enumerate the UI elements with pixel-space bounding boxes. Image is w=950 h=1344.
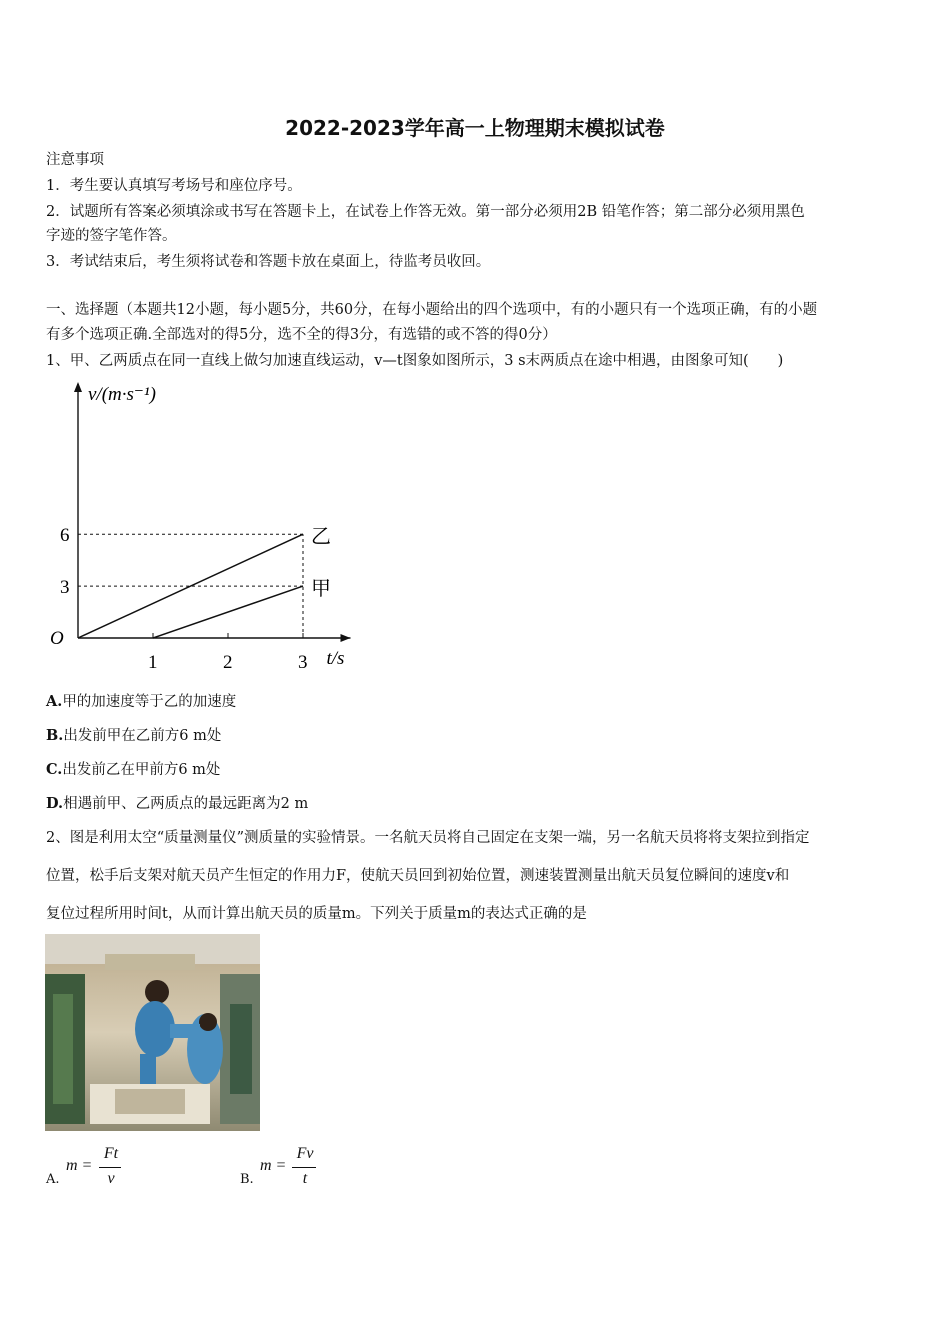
q2-option-b-lhs: m =	[260, 1157, 287, 1174]
series-label: 乙	[311, 526, 331, 549]
notice-item: 1．考生要认真填写考场号和座位序号。	[46, 178, 302, 194]
series-line	[78, 534, 303, 638]
vt-chart	[40, 376, 370, 676]
section-intro: 有多个选项正确.全部选对的得5分，选不全的得3分，有选错的或不答的得0分）	[46, 327, 557, 343]
fraction-bar	[292, 1167, 316, 1168]
option-letter: C.	[46, 761, 63, 778]
section-intro: 一、选择题（本题共12小题，每小题5分，共60分，在每小题给出的四个选项中，有的小题只有一个选项正确，有的小题	[46, 302, 818, 318]
question-2-stem: 2、图是利用太空“质量测量仪”测质量的实验情景。一名航天员将自己固定在支架一端，另一名航天员将将支架拉到指定	[46, 830, 810, 846]
x-axis-arrow	[341, 634, 351, 642]
option-letter: B.	[46, 727, 64, 744]
notice-item: 字迹的签字笔作答。	[46, 228, 177, 244]
option-text: 甲的加速度等于乙的加速度	[62, 694, 237, 710]
option-text: 相遇前甲、乙两质点的最远距离为2 m	[63, 796, 309, 812]
option-text: 出发前甲在乙前方6 m处	[63, 728, 222, 744]
y-tick-label: 6	[60, 525, 70, 547]
astronaut-photo	[45, 934, 260, 1131]
q1-option-d[interactable]	[46, 794, 906, 814]
series-label: 甲	[311, 578, 331, 601]
q2-option-b-letter[interactable]: B.	[240, 1172, 254, 1187]
q2-option-a-letter[interactable]: A.	[46, 1172, 60, 1187]
fraction-bar	[99, 1167, 121, 1168]
q1-option-c[interactable]	[46, 760, 906, 780]
option-letter: A.	[46, 693, 63, 710]
x-axis-label: t/s	[326, 648, 345, 669]
origin-label: O	[50, 628, 64, 649]
q1-option-b[interactable]	[46, 726, 906, 746]
option-letter: D.	[46, 795, 64, 812]
y-tick-label: 3	[60, 577, 70, 599]
y-axis-arrow	[74, 382, 82, 392]
q2-option-a-denominator: v	[107, 1170, 115, 1187]
q2-option-a-numerator: Ft	[103, 1145, 119, 1162]
question-2-stem: 复位过程所用时间t，从而计算出航天员的质量m。下列关于质量m的表达式正确的是	[46, 906, 587, 922]
page-title: 2022-2023学年高一上物理期末模拟试卷	[285, 116, 665, 140]
q2-option-b-numerator: Fv	[296, 1145, 314, 1162]
notice-item: 3．考试结束后，考生须将试卷和答题卡放在桌面上，待监考员收回。	[46, 254, 491, 270]
y-axis-label: v/(m·s⁻¹)	[88, 384, 156, 405]
q2-option-a-lhs: m =	[66, 1157, 93, 1174]
q1-option-a[interactable]	[46, 692, 906, 712]
x-tick-label: 3	[298, 652, 308, 673]
question-1-stem: 1、甲、乙两质点在同一直线上做匀加速直线运动，v—t图象如图所示，3 s末两质点在途中相遇，由图象可知( )	[46, 353, 784, 369]
question-2-stem: 位置，松手后支架对航天员产生恒定的作用力F，使航天员回到初始位置，测速装置测量出航天员复位瞬间的速度v和	[46, 868, 790, 884]
x-tick-label: 2	[223, 652, 233, 673]
series-line	[153, 586, 303, 638]
option-text: 出发前乙在甲前方6 m处	[62, 762, 221, 778]
notice-item: 2．试题所有答案必须填涂或书写在答题卡上，在试卷上作答无效。第一部分必须用2B 铅笔作答；第二部分必须用黑色	[46, 204, 805, 220]
q2-option-b-denominator: t	[302, 1170, 308, 1187]
notice-heading: 注意事项	[46, 152, 104, 168]
x-tick-label: 1	[148, 652, 158, 673]
